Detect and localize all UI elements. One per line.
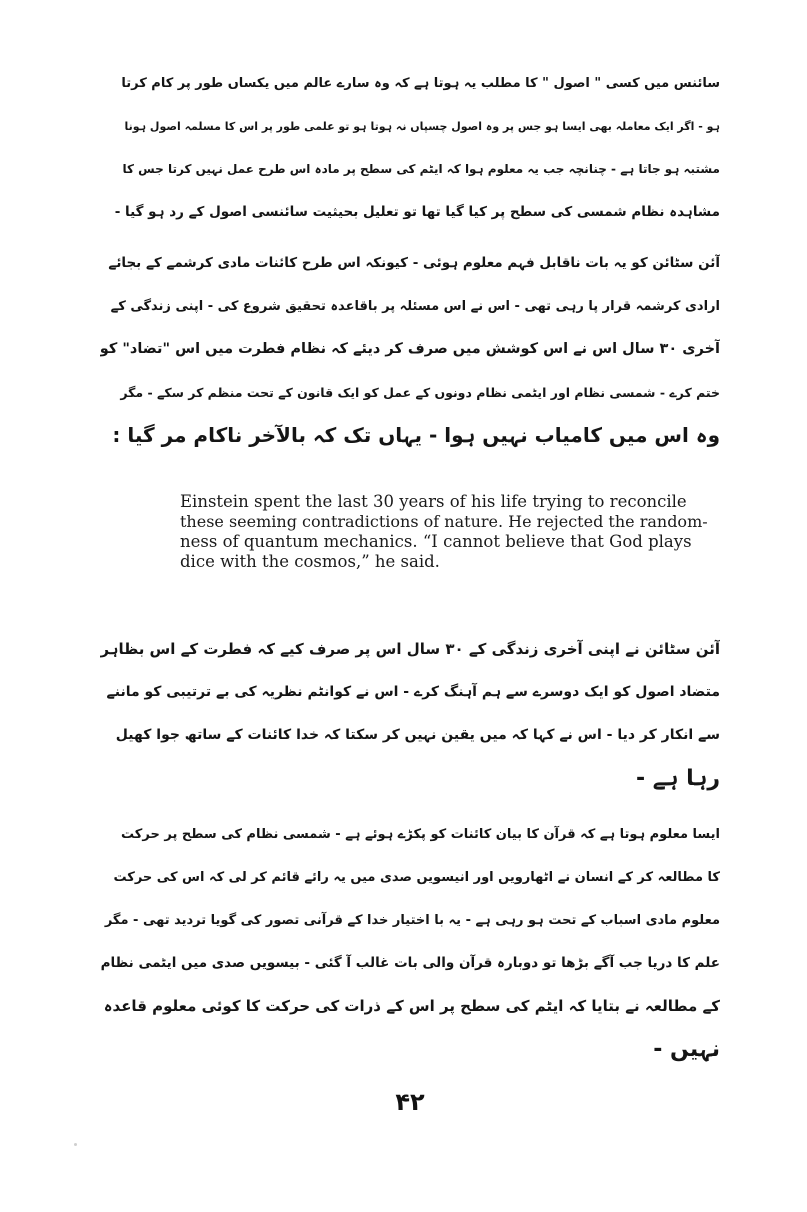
text-line: آئن سٹائن نے اپنی آخری زندگی کے ۳۰ سال اس پر صرف کیے کہ فطرت کے اس بظاہر	[100, 640, 720, 658]
text-line: کا مطالعہ کر کے انسان نے اٹھارویں اور انیسویں صدی میں یہ رائے قائم کر لی کہ اس کی حرکت	[113, 870, 720, 885]
text-line: ایسا معلوم ہوتا ہے کہ قرآن کا بیان کائنات کو پکڑے ہوئے ہے - شمسی نظام کی سطح پر حرکت	[121, 827, 720, 842]
page-number: ۴۲	[395, 1088, 425, 1116]
quote-line: ness of quantum mechanics. “I cannot believe that God plays	[180, 532, 692, 551]
english-quote	[180, 492, 720, 572]
quote-line: Einstein spent the last 30 years of his life trying to reconcile	[180, 492, 687, 511]
text-line: علم کا دریا جب آگے بڑھا تو دوبارہ قرآن والی بات غالب آ گئی - بیسویں صدی میں ایٹمی نظام	[100, 955, 720, 971]
text-line: نہیں -	[653, 1037, 720, 1062]
text-line: مشتبہ ہو جاتا ہے - چنانچہ جب یہ معلوم ہوا کہ ایٹم کی سطح پر مادہ اس طرح عمل نہیں کرتا جس کا	[122, 162, 720, 176]
text-line: سائنس میں کسی " اصول " کا مطلب یہ ہوتا ہے کہ وہ سارے عالم میں یکساں طور پر کام کرتا	[121, 76, 720, 91]
quote-line: dice with the cosmos,” he said.	[180, 552, 440, 571]
text-line: آخری ۳۰ سال اس نے اس کوشش میں صرف کر دیئے کہ نظام فطرت میں اس "تضاد" کو	[100, 341, 720, 357]
urdu-paragraph-4	[100, 813, 720, 1071]
text-line: سے انکار کر دیا - اس نے کہا کہ میں یقین نہیں کر سکتا کہ خدا کائنات کے ساتھ جوا کھیل	[115, 727, 720, 743]
quote-line: these seeming contradictions of nature. He rejected the random-	[180, 512, 708, 531]
text-line: ارادی کرشمہ قرار پا رہی تھی - اس نے اس مسئلہ پر باقاعدہ تحقیق شروع کی - اپنی زندگی کے	[110, 299, 720, 314]
text-line: وہ اس میں کامیاب نہیں ہوا - یہاں تک کہ بالآخر ناکام مر گیا :	[112, 423, 720, 447]
urdu-paragraph-1	[100, 62, 720, 234]
text-line: ہو - اگر ایک معاملہ بھی ایسا ہو جس پر وہ اصول چسپاں نہ ہوتا ہو تو علمی طور پر اس کا مسلمہ اصول ہونا	[124, 120, 720, 133]
text-line: ختم کرے - شمسی نظام اور ایٹمی نظام دونوں کے عمل کو ایک قانون کے تحت منظم کر سکے - مگر	[120, 385, 720, 400]
text-line: معلوم مادی اسباب کے تحت ہو رہی ہے - یہ با اختیار خدا کے قرآنی تصور کی گویا تردید تھی - مگر	[104, 913, 720, 928]
text-line: مشاہدہ نظام شمسی کی سطح پر کیا گیا تھا تو تعلیل بحیثیت سائنسی اصول کے رد ہو گیا -	[114, 204, 720, 220]
text-line: آئن سٹائن کو یہ بات ناقابل فہم معلوم ہوئی - کیونکہ اس طرح کائنات مادی کرشمے کے بجائے	[108, 255, 720, 271]
text-line: کے مطالعہ نے بتایا کہ ایٹم کی سطح پر اس کے ذرات کی حرکت کا کوئی معلوم قاعدہ	[103, 997, 720, 1015]
scan-speck	[74, 1143, 77, 1146]
urdu-paragraph-2	[100, 242, 720, 457]
text-line: متضاد اصول کو ایک دوسرے سے ہم آہنگ کرے - اس نے کوانٹم نظریہ کی بے ترتیبی کو ماننے	[106, 684, 720, 700]
urdu-paragraph-3	[100, 628, 720, 800]
text-line: رہا ہے -	[635, 766, 720, 791]
